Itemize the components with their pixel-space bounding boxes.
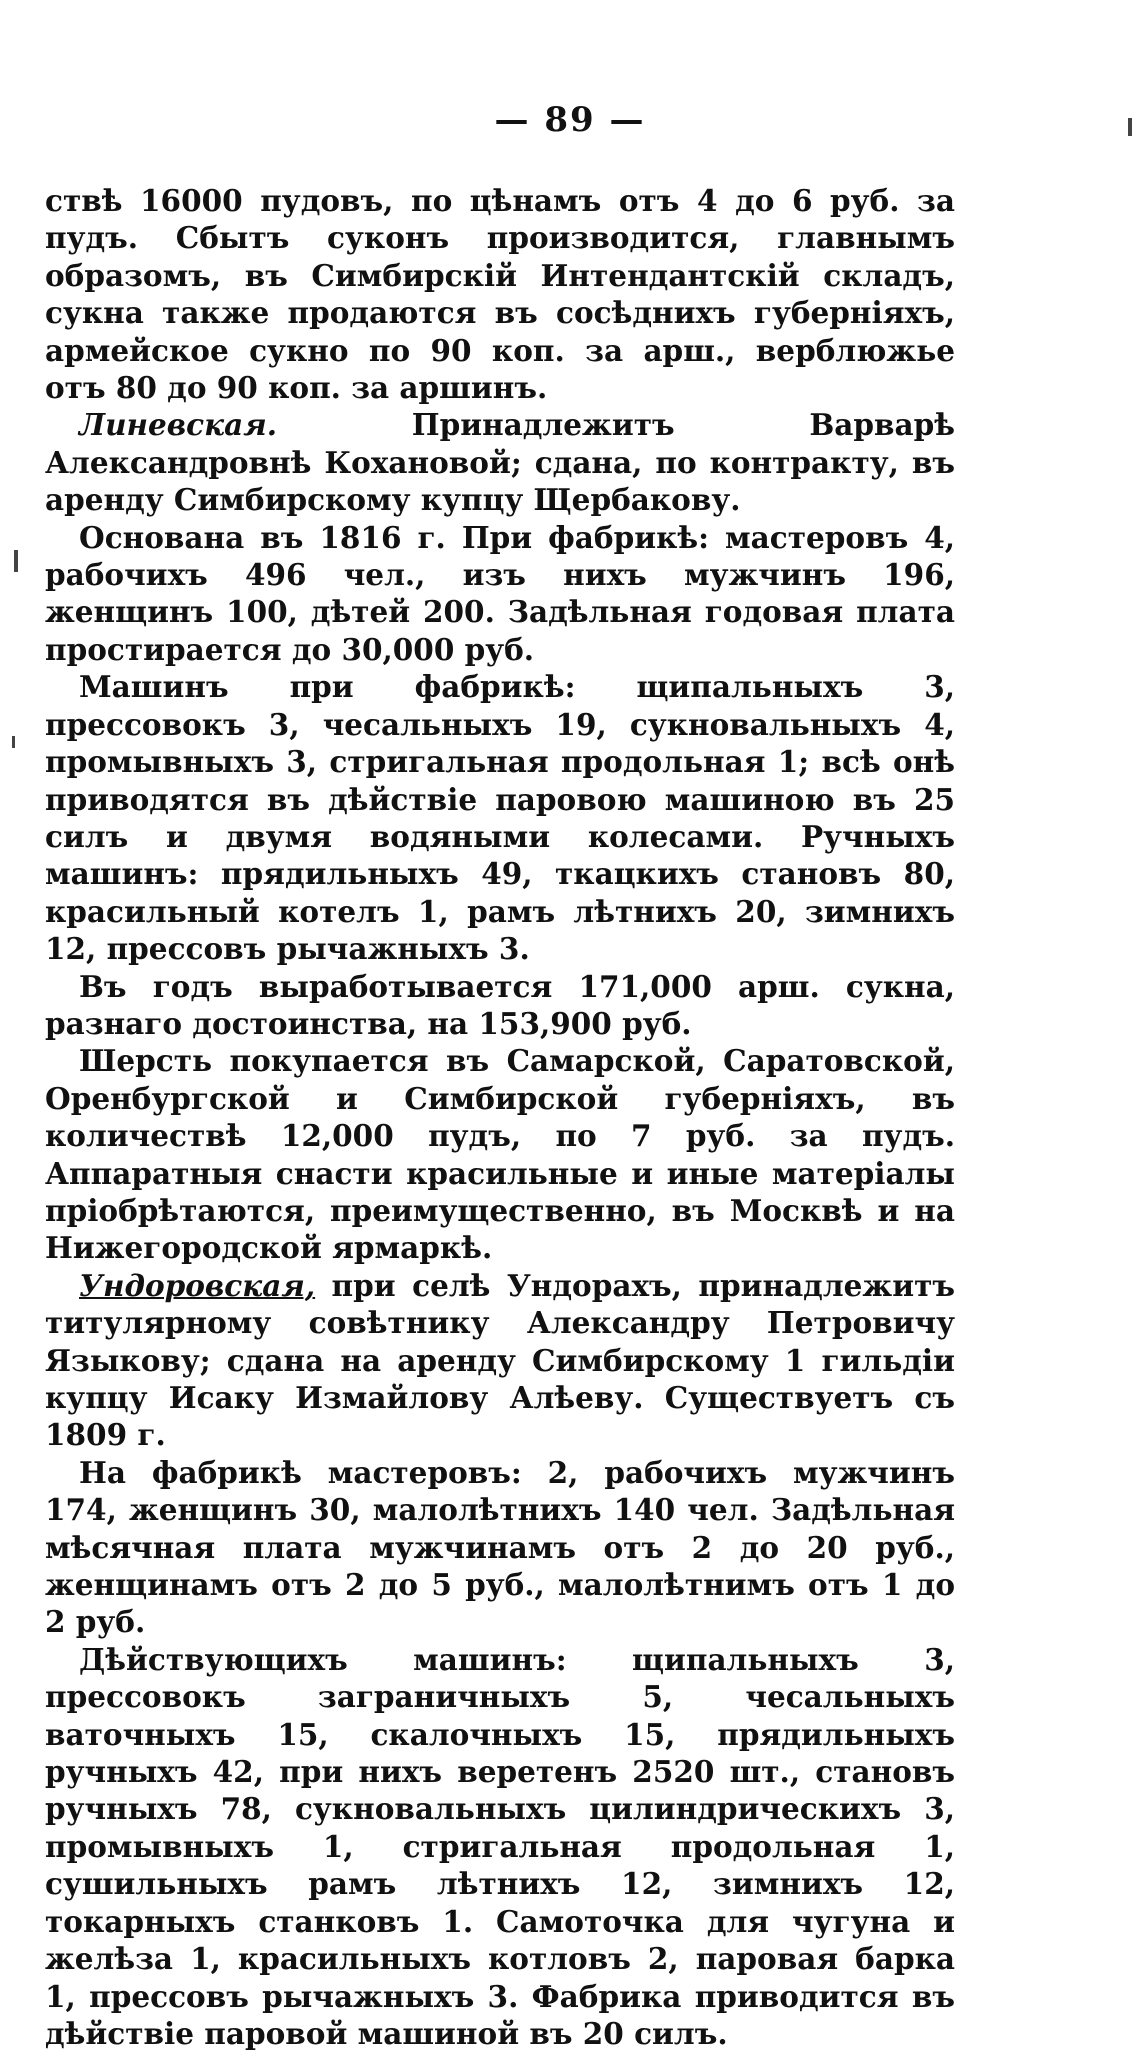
paragraph-text: Машинъ при фабрикѣ: щипальныхъ 3, прессовокъ 3, чесальныхъ 19, сукновальныхъ 4, промывныхъ 3, стригальная продольная 1; всѣ онѣ приводятся въ дѣйствіе паровою машиною въ 25 силъ и двумя водяными колесами. Ручныхъ машинъ: прядильныхъ 49, ткацкихъ становъ 80, красильный котелъ 1, рамъ лѣтнихъ 20, зимнихъ 12, прессовъ рычажныхъ 3. bbox=[45, 669, 955, 967]
margin-mark bbox=[14, 550, 18, 572]
margin-mark bbox=[1128, 118, 1132, 136]
paragraph-linevskaya bbox=[45, 406, 955, 518]
paragraph-text: Въ годъ выработывается 171,000 арш. сукна, разнаго достоинства, на 153,900 руб. bbox=[45, 968, 955, 1041]
paragraph-text: Основана въ 1816 г. При фабрикѣ: мастеровъ 4, рабочихъ 496 чел., изъ нихъ мужчинъ 196, женщинъ 100, дѣтей 200. Задѣльная годовая плата простирается до 30,000 руб. bbox=[45, 519, 955, 667]
estate-name: Линевская. bbox=[79, 407, 277, 443]
paragraph-undorovskaya bbox=[45, 1267, 955, 1454]
paragraph-text: Принадлежитъ Варварѣ Александровнѣ Кохановой; сдана, по контракту, въ аренду Симбирскому купцу Щербакову. bbox=[45, 407, 955, 518]
paragraph-text: Шерсть покупается въ Самарской, Саратовской, Оренбургской и Симбирской губерніяхъ, въ количествѣ 12,000 пудъ, по 7 руб. за пудъ. Аппаратныя снасти красильные и иные матеріалы пріобрѣтаются, преимущественно, въ Москвѣ и на Нижегородской ярмаркѣ. bbox=[45, 1043, 955, 1266]
paragraph bbox=[45, 1042, 955, 1266]
paragraph-text: ствѣ 16000 пудовъ, по цѣнамъ отъ 4 до 6 руб. за пудъ. Сбытъ суконъ производится, главнымъ образомъ, въ Симбирскій Интендантскій складъ, сукна также продаются въ сосѣднихъ губерніяхъ, армейское сукно по 90 коп. за арш., верблюжье отъ 80 до 90 коп. за аршинъ. bbox=[45, 183, 955, 406]
paragraph bbox=[45, 668, 955, 967]
body-text bbox=[45, 182, 955, 2052]
margin-mark bbox=[12, 736, 15, 748]
paragraph-text: Дѣйствующихъ машинъ: щипальныхъ 3, прессовокъ заграничныхъ 5, чесальныхъ ваточныхъ 15, скалочныхъ 15, прядильныхъ ручныхъ 42, при нихъ веретенъ 2520 шт., становъ ручныхъ 78, сукновальныхъ цилиндрическихъ 3, промывныхъ 1, стригальная продольная 1, сушильныхъ рамъ лѣтнихъ 12, зимнихъ 12, токарныхъ станковъ 1. Самоточка для чугуна и желѣза 1, красильныхъ котловъ 2, паровая барка 1, прессовъ рычажныхъ 3. Фабрика приводится въ дѣйствіе паровой машиной въ 20 силъ. bbox=[45, 1641, 955, 2051]
paragraph bbox=[45, 519, 955, 669]
paragraph bbox=[45, 1641, 955, 2052]
paragraph bbox=[45, 968, 955, 1043]
paragraph bbox=[45, 182, 955, 406]
estate-name: Ундоровская, bbox=[79, 1267, 316, 1303]
paragraph-text: при селѣ Ундорахъ, принадлежитъ титулярному совѣтнику Александру Петровичу Языкову; сдана на аренду Симбирскому 1 гильдіи купцу Исаку Измайлову Алѣеву. Существуетъ съ 1809 г. bbox=[45, 1267, 955, 1453]
paragraph bbox=[45, 1454, 955, 1641]
paragraph-text: На фабрикѣ мастеровъ: 2, рабочихъ мужчинъ 174, женщинъ 30, малолѣтнихъ 140 чел. Задѣльная мѣсячная плата мужчинамъ отъ 2 до 20 руб., женщинамъ отъ 2 до 5 руб., малолѣтнимъ отъ 1 до 2 руб. bbox=[45, 1454, 955, 1640]
page-number: — 89 — bbox=[494, 100, 646, 140]
